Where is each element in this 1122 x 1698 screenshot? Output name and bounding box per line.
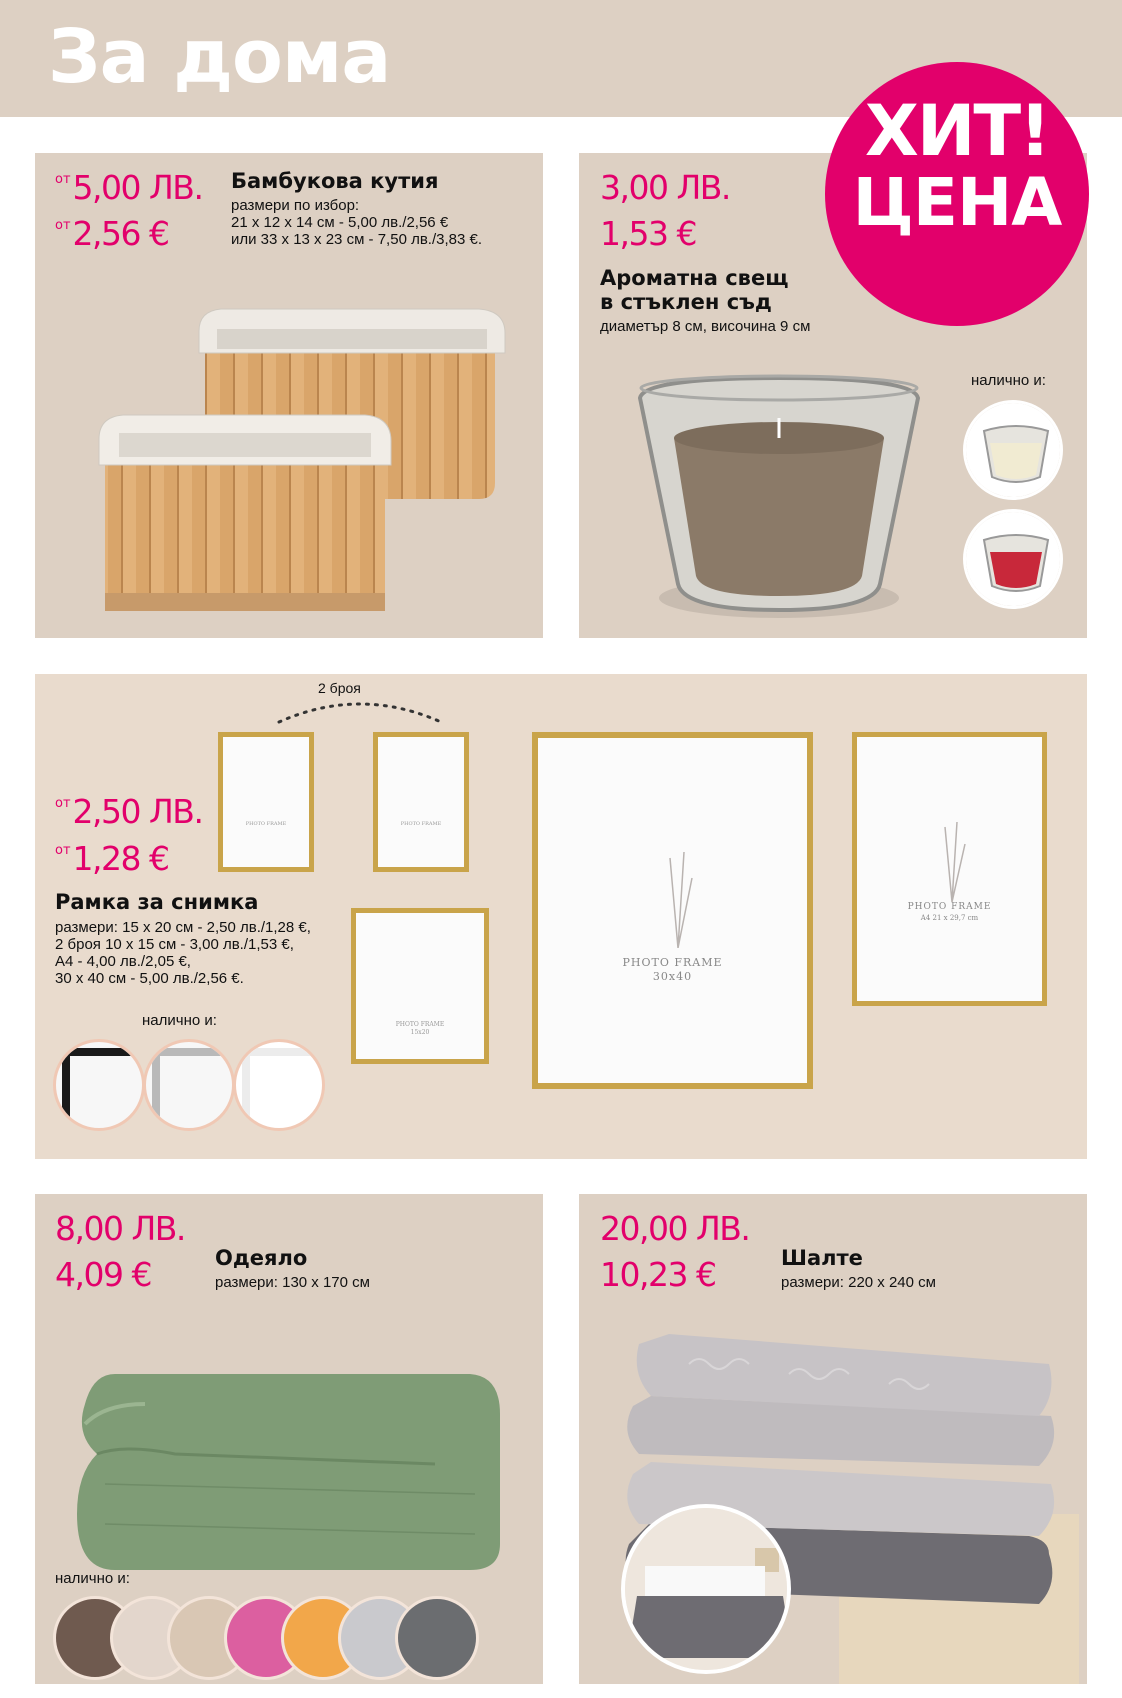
product-title: Рамка за снимка (55, 890, 259, 914)
frame-size: 30x40 (652, 970, 693, 983)
product-desc-line-4: 30 х 40 см - 5,00 лв./2,56 €. (55, 970, 244, 987)
available-label: налично и: (971, 372, 1046, 389)
candle-image (634, 358, 924, 633)
bedroom-inset-image (621, 1504, 791, 1674)
product-title-line-1: Ароматна свещ (600, 266, 789, 290)
frame-label: PHOTO FRAME (622, 956, 723, 969)
variant-swatch-black[interactable] (53, 1039, 145, 1131)
price-eur (55, 214, 169, 253)
price-eur: 1,53 € (600, 214, 696, 253)
variant-swatch-white[interactable] (233, 1039, 325, 1131)
variant-swatch-silver[interactable] (143, 1039, 235, 1131)
product-desc-line-2: 2 броя 10 х 15 см - 3,00 лв./1,53 €, (55, 936, 294, 953)
price-bgn: 8,00 ЛВ. (55, 1209, 185, 1248)
frame-large (532, 732, 813, 1089)
frame-label: PHOTO FRAME (400, 821, 442, 827)
lavender-icon (648, 838, 708, 948)
price-eur: 10,23 € (600, 1255, 716, 1294)
product-title: Бамбукова кутия (231, 169, 439, 193)
price-eur-value: 1,28 € (72, 839, 169, 878)
hit-price-badge (825, 62, 1089, 326)
frame-small-2 (373, 732, 469, 872)
silver-frame-icon (152, 1048, 235, 1131)
dotted-arc-icon (275, 696, 445, 726)
white-frame-icon (242, 1048, 325, 1131)
variant-swatch-cream[interactable] (963, 400, 1063, 500)
variant-swatch-red[interactable] (963, 509, 1063, 609)
frame-size: 15x20 (410, 1029, 430, 1036)
frame-a4 (852, 732, 1047, 1006)
available-label: налично и: (55, 1570, 130, 1587)
product-card-basket[interactable] (35, 153, 543, 638)
price-prefix: от (55, 172, 71, 187)
price-eur: 4,09 € (55, 1255, 151, 1294)
product-desc-line-1: размери по избор: (231, 197, 360, 214)
product-card-frame[interactable] (35, 674, 1087, 1159)
price-bgn: 20,00 ЛВ. (600, 1209, 750, 1248)
frame-small-1 (218, 732, 314, 872)
price-prefix: от (55, 218, 71, 233)
variant-swatch-blanket[interactable] (395, 1596, 479, 1680)
bed-icon (625, 1508, 791, 1674)
frame-size: A4 21 x 29,7 cm (920, 914, 979, 922)
price-eur-value: 2,56 € (72, 214, 169, 253)
product-desc-line-1: размери: 15 х 20 см - 2,50 лв./1,28 €, (55, 919, 311, 936)
frame-medium (351, 908, 489, 1064)
page-title: За дома (48, 14, 391, 100)
product-card-blanket[interactable] (35, 1194, 543, 1684)
lavender-icon (927, 812, 977, 902)
price-prefix: от (55, 796, 71, 811)
price-bgn: 3,00 ЛВ. (600, 168, 730, 207)
price-bgn (55, 168, 203, 207)
cream-candle-icon (966, 403, 1063, 500)
price-prefix: от (55, 843, 71, 858)
bamboo-basket-image (95, 293, 515, 623)
product-desc-line-2: 21 х 12 х 14 см - 5,00 лв./2,56 € (231, 214, 449, 231)
price-bgn-value: 5,00 ЛВ. (72, 168, 203, 207)
product-desc-line-3: А4 - 4,00 лв./2,05 €, (55, 953, 191, 970)
badge-line-1: ХИТ! (864, 90, 1050, 172)
product-desc: диаметър 8 см, височина 9 см (600, 318, 811, 335)
black-frame-icon (62, 1048, 145, 1131)
available-label: налично и: (142, 1012, 217, 1029)
green-blanket-image (75, 1364, 505, 1574)
frame-label: PHOTO FRAME (395, 1021, 445, 1028)
price-bgn (55, 792, 203, 831)
red-candle-icon (966, 512, 1063, 609)
frame-label: PHOTO FRAME (245, 821, 287, 827)
price-bgn-value: 2,50 ЛВ. (72, 792, 203, 831)
product-desc: размери: 220 х 240 см (781, 1274, 936, 1291)
count-label: 2 броя (318, 680, 361, 696)
product-card-bedspread[interactable] (579, 1194, 1087, 1684)
product-title-line-2: в стъклен съд (600, 290, 772, 314)
badge-line-2: ЦЕНА (852, 164, 1062, 241)
product-desc-line-3: или 33 х 13 х 23 см - 7,50 лв./3,83 €. (231, 231, 483, 248)
price-eur (55, 839, 169, 878)
product-desc: размери: 130 х 170 см (215, 1274, 370, 1291)
product-title: Шалте (781, 1246, 863, 1270)
frame-label: PHOTO FRAME (907, 902, 992, 912)
product-title: Одеяло (215, 1246, 308, 1270)
